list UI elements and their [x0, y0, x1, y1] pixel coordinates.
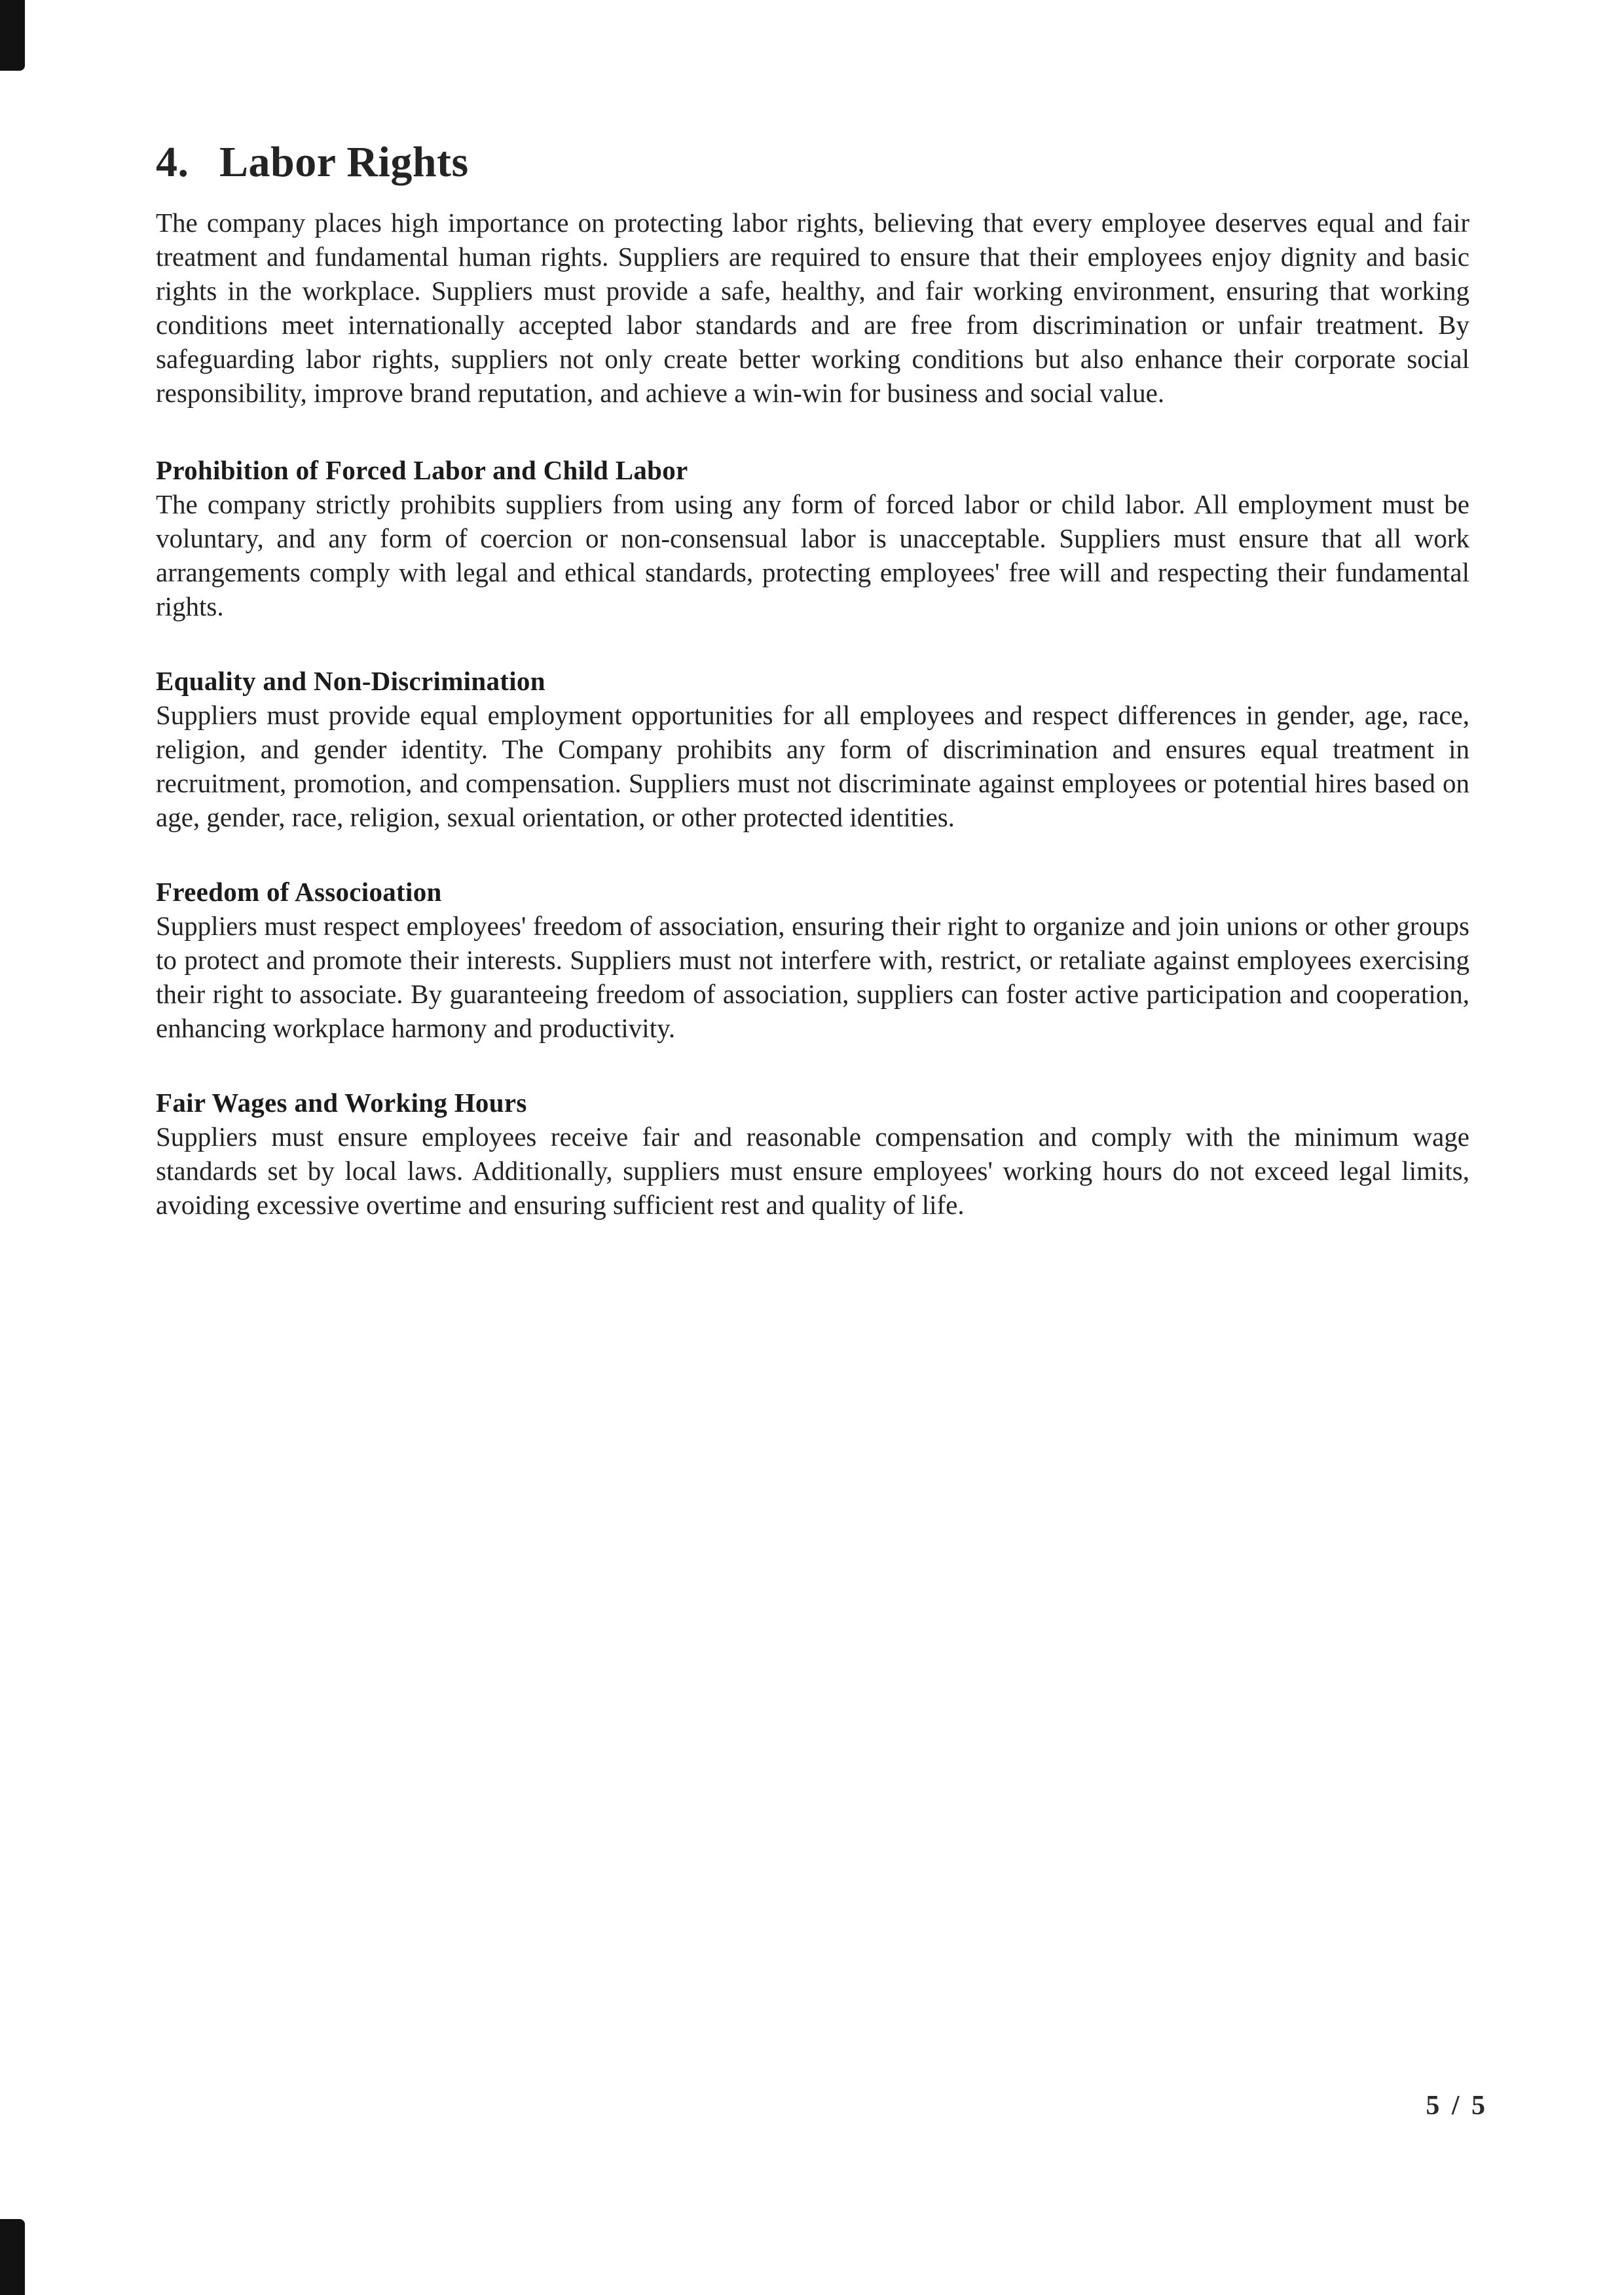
section-body-fair-wages: Suppliers must ensure employees receive fair and reasonable compensation and comply with the minimum wage standards set by local laws. Additionally, suppliers must ensure employees' working hours do not exceed legal limits, avoiding excessive overtime and ensuring sufficient rest and quality of life. [156, 1122, 1469, 1220]
section-heading-equality: Equality and Non-Discrimination [156, 666, 545, 696]
section-body-equality: Suppliers must provide equal employment opportunities for all employees and respect differences in gender, age, race, religion, and gender identity. The Company prohibits any form of discrimination and ensures equal treatment in recruitment, promotion, and compensation. Suppliers must not discriminate against employees or potential hires based on age, gender, race, religion, sexual orientation, or other protected identities. [156, 700, 1469, 832]
section-equality [156, 664, 1469, 834]
section-body-freedom-of-association: Suppliers must respect employees' freedom of association, ensuring their right to organize and join unions or other groups to protect and promote their interests. Suppliers must not interfere with, restrict, or retaliate against employees exercising their right to associate. By guaranteeing freedom of association, suppliers can foster active participation and cooperation, enhancing workplace harmony and productivity. [156, 911, 1469, 1043]
section-heading-freedom-of-association: Freedom of Associoation [156, 877, 442, 907]
section-freedom-of-association [156, 875, 1469, 1045]
section-forced-labor [156, 453, 1469, 623]
page-title [156, 0, 1469, 189]
section-heading-fair-wages: Fair Wages and Working Hours [156, 1088, 527, 1118]
scan-artifact-bottom-left [0, 2219, 25, 2295]
page-title-number: 4. [156, 138, 189, 186]
page-content [156, 0, 1469, 1222]
page-title-text: Labor Rights [219, 138, 469, 186]
page-number: 5 / 5 [1426, 2091, 1488, 2121]
section-body-forced-labor: The company strictly prohibits suppliers from using any form of forced labor or child labor. All employment must be voluntary, and any form of coercion or non-consensual labor is unacceptable. Suppliers must ensure that all work arrangements comply with legal and ethical standards, protecting employees' free will and respecting their fundamental rights. [156, 489, 1469, 621]
section-heading-forced-labor: Prohibition of Forced Labor and Child Labor [156, 455, 688, 485]
scan-artifact-top-left [0, 0, 25, 71]
section-fair-wages [156, 1086, 1469, 1222]
intro-paragraph: The company places high importance on protecting labor rights, believing that every employee deserves equal and fair treatment and fundamental human rights. Suppliers are required to ensure that their employees enjoy dignity and basic rights in the workplace. Suppliers must provide a safe, healthy, and fair working environment, ensuring that working conditions meet internationally accepted labor standards and are free from discrimination or unfair treatment. By safeguarding labor rights, suppliers not only create better working conditions but also enhance their corporate social responsibility, improve brand reputation, and achieve a win-win for business and social value. [156, 208, 1469, 408]
